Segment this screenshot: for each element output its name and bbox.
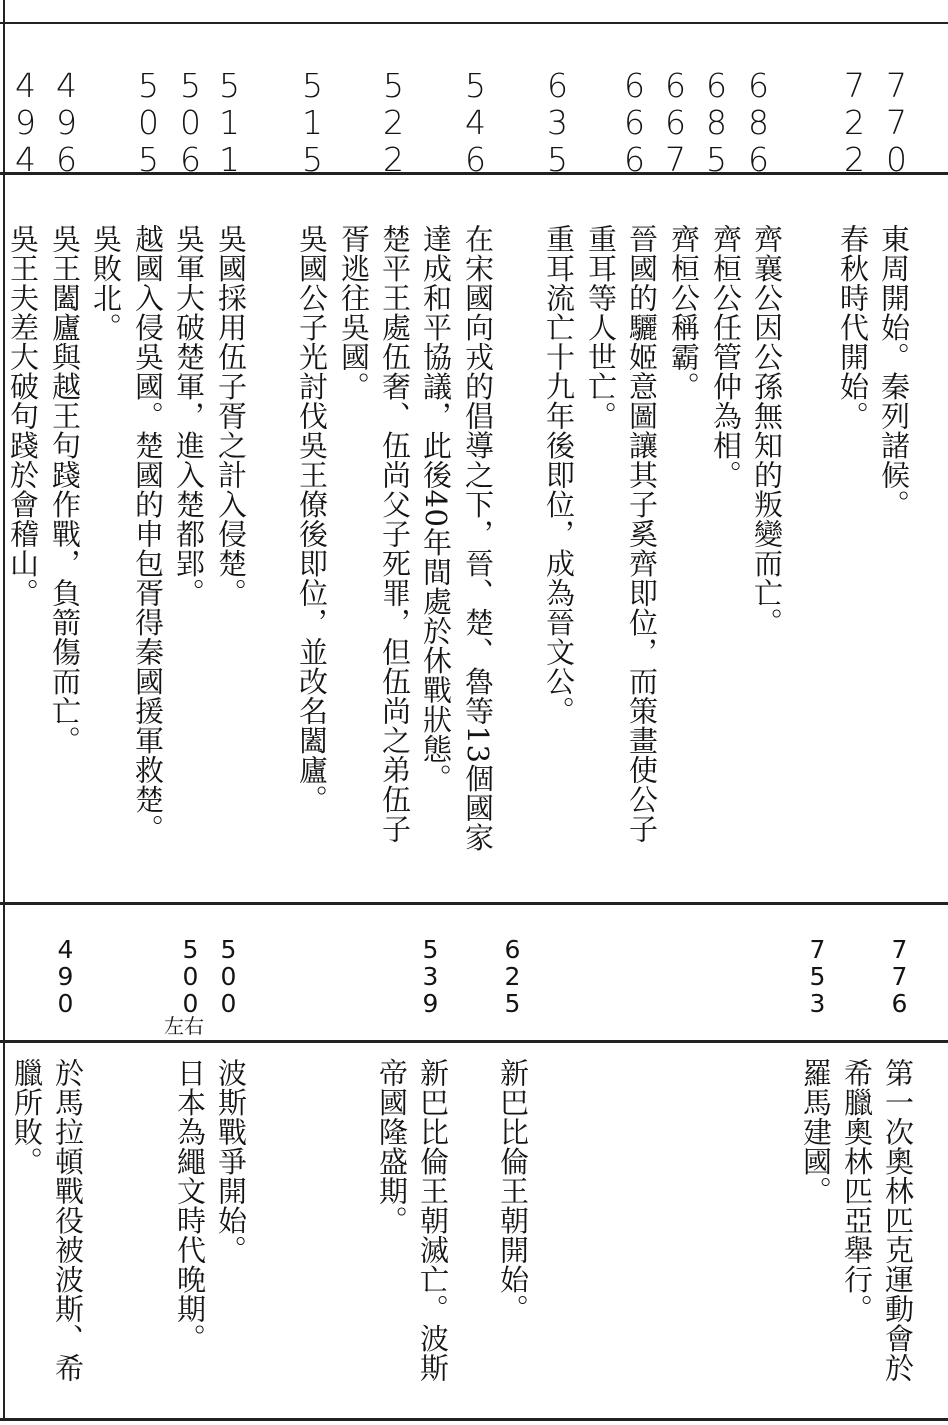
- year-label: 776: [885, 935, 914, 1016]
- top-rule: [0, 22, 948, 24]
- entry-line: 羅馬建國。: [799, 1058, 833, 1206]
- year-label: 490: [51, 935, 80, 1016]
- entry-line: 新巴比倫王朝開始。: [496, 1058, 530, 1324]
- year-label: 505: [129, 66, 168, 177]
- year-approx-note: 左右: [164, 1014, 204, 1038]
- entry-line: 第一次奧林匹克運動會於: [881, 1058, 915, 1383]
- entry-line: 吳國公子光討伐吳王僚後即位，並改名闔廬。: [295, 224, 329, 814]
- year-label: 500: [176, 935, 205, 1016]
- entry-line: 齊桓公任管仲為相。: [709, 224, 743, 490]
- entry-line: 越國入侵吳國。楚國的申包胥得秦國援軍救楚。: [131, 224, 165, 844]
- year-label: 511: [210, 66, 249, 177]
- entry-line: 吳王夫差大破句踐於會稽山。: [6, 224, 40, 608]
- entry-line: 於馬拉頓戰役被波斯、希: [51, 1058, 85, 1383]
- entry-line: 吳國採用伍子胥之計入侵楚。: [214, 224, 248, 608]
- entry-line: 希臘奧林匹亞舉行。: [840, 1058, 874, 1324]
- year-label: 515: [293, 66, 332, 177]
- entry-line: 春秋時代開始。: [836, 224, 870, 431]
- year-label: 686: [739, 66, 778, 177]
- year-label: 635: [538, 66, 577, 177]
- year-label: 753: [803, 935, 832, 1016]
- entry-line: 帝國隆盛期。: [375, 1058, 409, 1235]
- year-label: 667: [656, 66, 695, 177]
- year-label: 539: [416, 935, 445, 1016]
- year-label: 546: [456, 66, 495, 177]
- entry-line: 日本為繩文時代晚期。: [173, 1058, 207, 1353]
- year-label: 770: [877, 66, 916, 177]
- entry-line: 齊襄公因公孫無知的叛變而亡。: [750, 224, 784, 637]
- entry-line: 楚平王處伍奢、伍尚父子死罪，但伍尚之弟伍子: [378, 224, 412, 844]
- entry-line: 波斯戰爭開始。: [214, 1058, 248, 1265]
- entry-line: 重耳等人世亡。: [584, 224, 618, 431]
- entry-line: 胥逃往吳國。: [337, 224, 371, 401]
- year-label: 666: [615, 66, 654, 177]
- year-label: 625: [498, 935, 527, 1016]
- entry-line: 吳王闔廬與越王句踐作戰，負箭傷而亡。: [48, 224, 82, 755]
- year-label: 494: [6, 66, 45, 177]
- year-label: 506: [171, 66, 210, 177]
- bottom-rule: [0, 1418, 948, 1421]
- year-label: 500: [214, 935, 243, 1016]
- entry-line: 新巴比倫王朝滅亡。波斯: [416, 1058, 450, 1383]
- entry-line: 在宋國向戎的倡導之下，晉、楚、魯等13個國家: [461, 224, 495, 852]
- section-divider: [0, 902, 948, 905]
- year-label: 496: [47, 66, 86, 177]
- entry-line: 齊桓公稱霸。: [667, 224, 701, 401]
- entry-line: 吳軍大破楚軍，進入楚都郢。: [172, 224, 206, 608]
- entry-line: 東周開始。秦列諸候。: [877, 224, 911, 519]
- lower-year-divider: [0, 1040, 948, 1043]
- year-label: 522: [374, 66, 413, 177]
- left-rule: [3, 0, 5, 1421]
- entry-line: 吳敗北。: [89, 224, 123, 342]
- entry-line: 晉國的驪姬意圖讓其子奚齊即位，而策畫使公子: [625, 224, 659, 844]
- entry-line: 臘所敗。: [10, 1058, 44, 1176]
- year-label: 685: [697, 66, 736, 177]
- year-label: 722: [835, 66, 874, 177]
- entry-line: 達成和平協議，此後40年間處於休戰狀態。: [419, 224, 453, 793]
- entry-line: 重耳流亡十九年後即位，成為晉文公。: [542, 224, 576, 726]
